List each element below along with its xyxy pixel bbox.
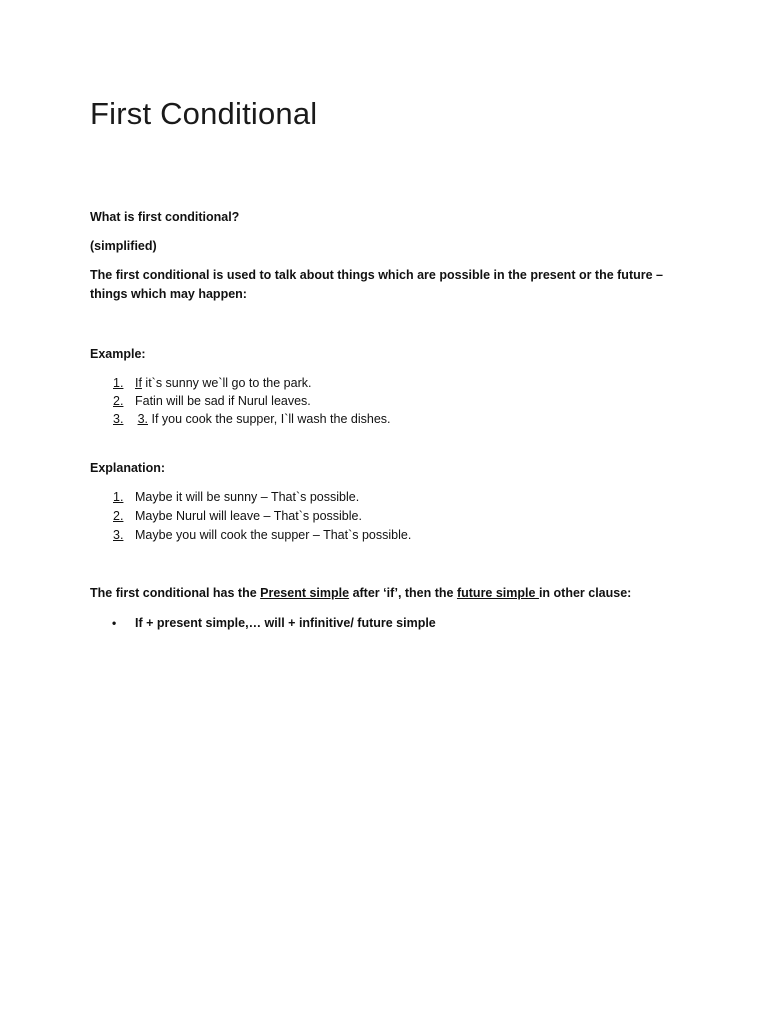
explanation-text: Maybe you will cook the supper – That`s possible. (135, 528, 412, 542)
example-text: If you cook the supper, I`ll wash the dishes. (148, 412, 391, 426)
rule-text-part2: after ‘if’, then the (349, 586, 457, 600)
explanation-number: 1. (113, 490, 124, 504)
present-simple-term: Present simple (260, 586, 350, 600)
example-heading: Example: (90, 347, 146, 361)
example-number: 2. (113, 394, 124, 408)
explanation-item-1 (113, 488, 359, 506)
explanation-heading: Explanation: (90, 461, 166, 475)
example-emphasis: If (135, 376, 142, 390)
formula-text: If + present simple,… will + infinitive/ future simple (135, 616, 436, 630)
explanation-item-3 (113, 526, 411, 544)
explanation-text: Maybe Nurul will leave – That`s possible. (135, 509, 362, 523)
example-item-1 (113, 374, 311, 392)
intro-paragraph: The first conditional is used to talk about things which are possible in the present or the future – things which may happen: (90, 268, 663, 301)
future-simple-term: future simple (456, 586, 539, 600)
rule-text-part3: in other clause: (538, 586, 632, 600)
explanation-item-2 (113, 507, 362, 525)
simplified-label: (simplified) (90, 239, 157, 253)
example-number: 1. (113, 376, 124, 390)
bullet-icon: • (112, 616, 117, 630)
explanation-text: Maybe it will be sunny – That`s possible. (135, 490, 360, 504)
example-item-3 (113, 410, 391, 428)
rule-text-part1: The first conditional has the (90, 586, 261, 600)
explanation-number: 3. (113, 528, 124, 542)
question-heading: What is first conditional? (90, 210, 240, 224)
explanation-number: 2. (113, 509, 124, 523)
example-number: 3. (113, 412, 124, 426)
example-emphasis: 3. (137, 412, 148, 426)
example-text: Fatin will be sad if Nurul leaves. (135, 394, 311, 408)
page-title: First Conditional (90, 96, 318, 131)
example-item-2 (113, 392, 311, 410)
rule-sentence (90, 584, 631, 603)
example-text: it`s sunny we`ll go to the park. (141, 376, 312, 390)
formula-bullet-item (112, 614, 436, 632)
